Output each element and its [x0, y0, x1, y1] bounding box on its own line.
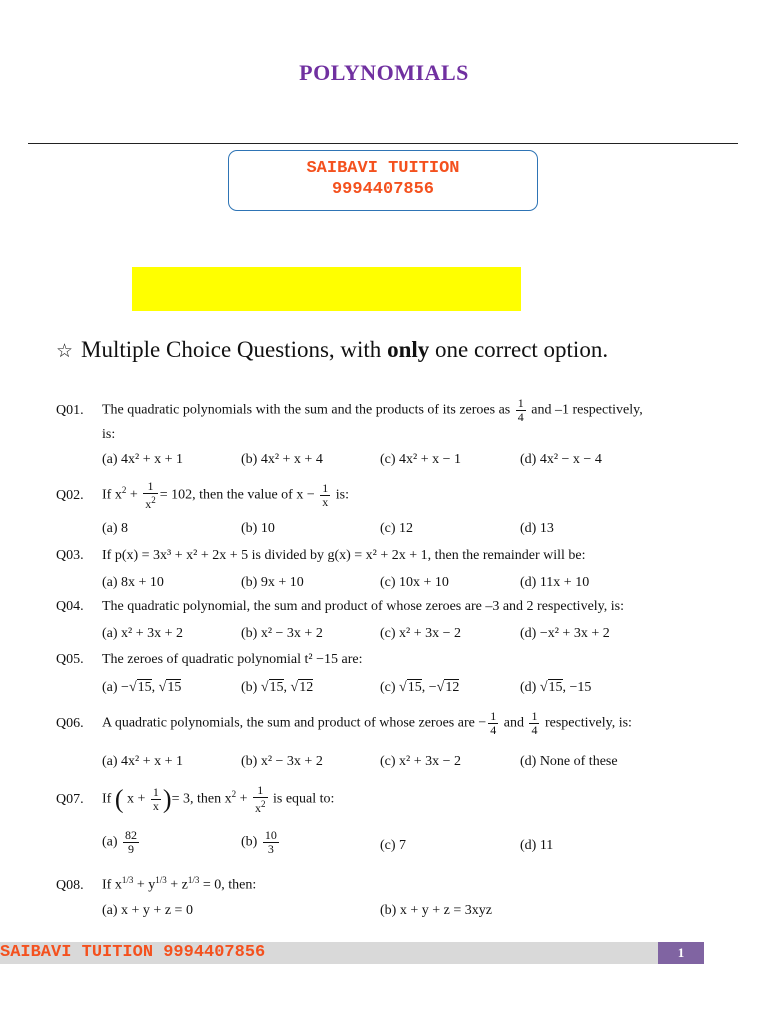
question-8: Q08. If $x^{1/3} + y^{1/3} + z^{1/3} = 0$, then: — [56, 875, 257, 893]
question-5: Q05. The zeroes of quadratic polynomial t² −15 are: — [56, 652, 363, 667]
question-2: Q02. If $x^2$ + $\frac{1}{x^2}$ = 102, then the value of x − $\frac{1}{x}$ is: — [56, 479, 349, 511]
tuition-phone: 9994407856 — [331, 180, 435, 199]
section-heading: ☆ Multiple Choice Questions, with only one correct option. — [56, 337, 609, 362]
question-4: Q04. The quadratic polynomial, the sum and product of whose zeroes are –3 and 2 respectively, is: — [56, 599, 624, 614]
question-3: Q03. If p(x) = 3x³ + x² + 2x + 5 is divided by g(x) = x² + 2x + 1, then the remainder will be: — [56, 548, 586, 563]
tuition-box — [228, 150, 538, 211]
tuition-name: SAIBAVI TUITION — [306, 159, 460, 178]
footer-bar — [0, 942, 704, 964]
fraction: $\frac{1}{4}$ — [517, 396, 524, 424]
footer-text: SAIBAVI TUITION 9994407856 — [0, 943, 266, 962]
question-1-line2: is: — [102, 427, 116, 442]
star-icon: ☆ — [56, 340, 74, 362]
title-divider — [28, 143, 738, 144]
page-number: 1 — [658, 942, 704, 964]
question-6: Q06. A quadratic polynomials, the sum and product of whose zeroes are − $\frac{1}{4}$ and $\frac{1}{4}$ respectively, is: — [56, 709, 632, 737]
page-title: POLYNOMIALS — [299, 60, 469, 85]
question-1: Q01. The quadratic polynomials with the sum and the products of its zeroes as $\frac{1}{4}$ and –1 respectively, — [56, 396, 643, 424]
question-7: Q07. If ( x + $\frac{1}{x}$ )= 3, then $x^2$ + $\frac{1}{x^2}$ is equal to: — [56, 783, 335, 815]
highlight-bar — [132, 267, 521, 311]
